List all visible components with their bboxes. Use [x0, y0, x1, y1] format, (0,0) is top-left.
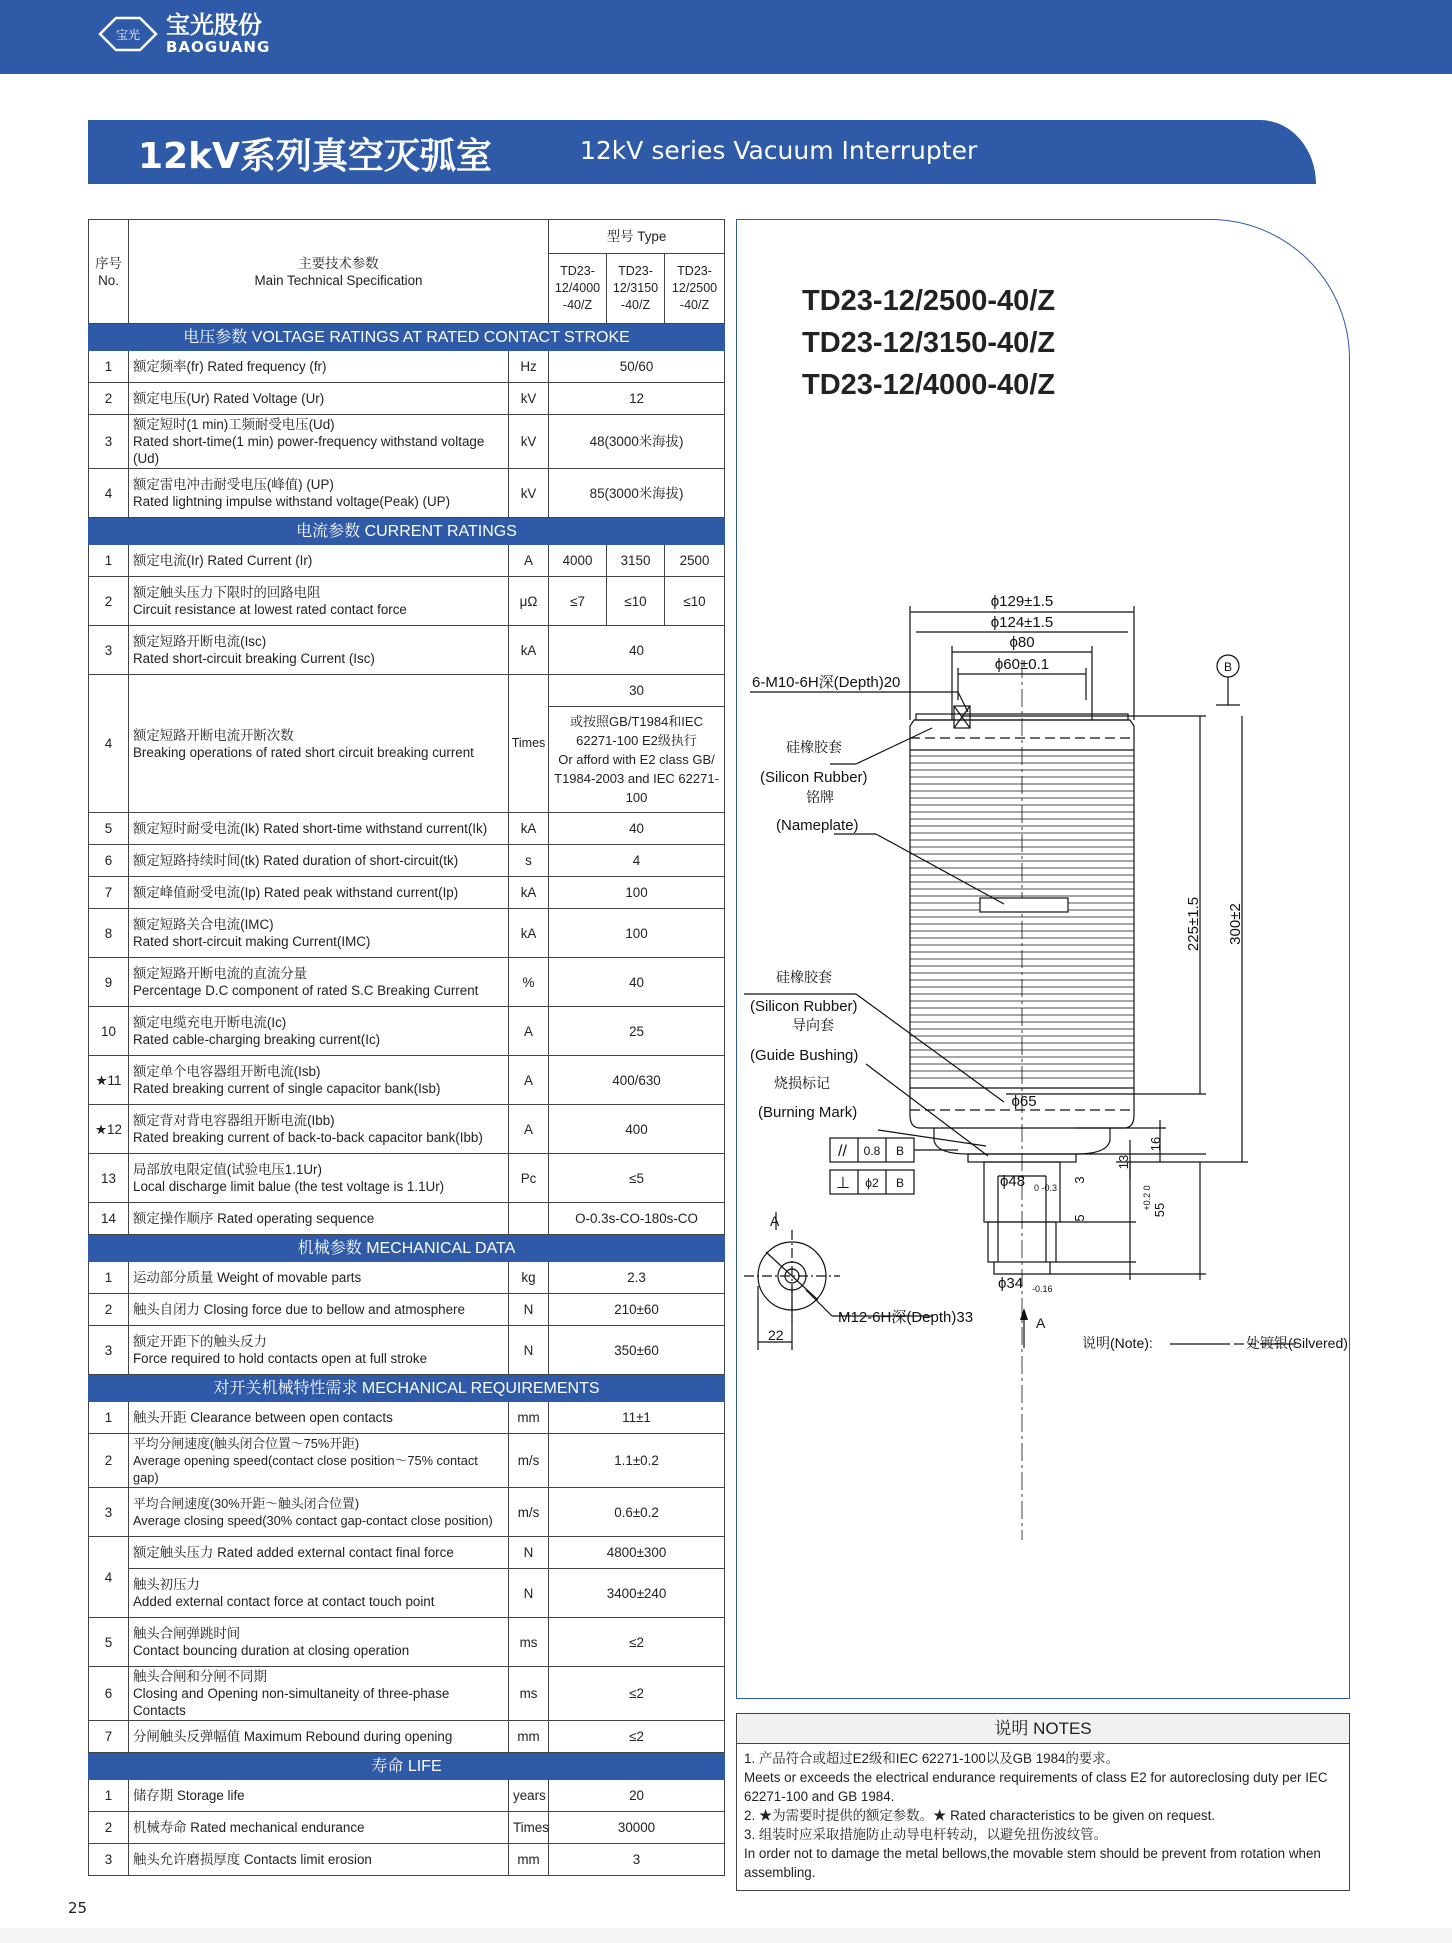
row-value: 4000 [549, 545, 607, 577]
thread-bottom-label: M12-6H深(Depth)33 [838, 1309, 974, 1326]
table-row [89, 1262, 725, 1294]
row-spec: 额定电缆充电开断电流(Ic) Rated cable-charging breaking current(Ic) [129, 1007, 509, 1056]
note-line: Meets or exceeds the electrical endurance requirements of class E2 for autoreclosing duty per IEC 62271-100 and GB 1984. [744, 1770, 1328, 1804]
row-unit: μΩ [509, 577, 549, 626]
dim-5: 5 [1072, 1214, 1087, 1222]
model-name: TD23-12/4000-40/Z [802, 369, 1056, 401]
row-unit [509, 1203, 549, 1235]
table-row [89, 675, 725, 707]
row-no: 3 [89, 1844, 129, 1876]
row-no: 7 [89, 1721, 129, 1753]
section-mechanical-data: 机械参数 MECHANICAL DATA [89, 1235, 725, 1262]
table-row [89, 1667, 725, 1721]
brand-name-cn: 宝光股份 [166, 11, 262, 39]
row-no: 2 [89, 1812, 129, 1844]
row-unit: mm [509, 1721, 549, 1753]
row-spec: 分闸触头反弹幅值 Maximum Rebound during opening [129, 1721, 509, 1753]
table-row [89, 1056, 725, 1105]
brand-mark-icon [98, 12, 158, 56]
guide-bushing-en: (Guide Bushing) [750, 1047, 859, 1064]
table-row [89, 383, 725, 415]
table-row [89, 1844, 725, 1876]
row-value: ≤7 [549, 577, 607, 626]
section-life: 寿命 LIFE [89, 1753, 725, 1780]
row-no: 1 [89, 1402, 129, 1434]
row-spec: 触头合闸和分闸不同期 Closing and Opening non-simultaneity of three-phase Contacts [129, 1667, 509, 1721]
row-value: 40 [549, 958, 725, 1007]
table-row [89, 577, 725, 626]
notes-box [736, 1713, 1350, 1891]
table-row [89, 545, 725, 577]
row-spec: 储存期 Storage life [129, 1780, 509, 1812]
col-header-model-3150: TD23- 12/3150 -40/Z [607, 254, 665, 324]
dim-d60: ϕ60±0.1 [994, 656, 1050, 673]
tolerance-value: 0.8 [863, 1144, 881, 1158]
technical-drawing [736, 580, 1350, 1690]
row-unit: ms [509, 1618, 549, 1667]
row-spec: 触头初压力 Added external contact force at contact touch point [129, 1569, 509, 1618]
note-line: 1. 产品符合或超过E2级和IEC 62271-100以及GB 1984的要求。 [744, 1751, 1120, 1766]
row-unit: kV [509, 469, 549, 518]
row-no: 8 [89, 909, 129, 958]
dim-3: 3 [1072, 1176, 1087, 1184]
row-spec: 触头允许磨损厚度 Contacts limit erosion [129, 1844, 509, 1876]
dim-d34-tolerance: -0.16 [1032, 1284, 1053, 1294]
parallelism-icon: // [838, 1143, 847, 1160]
dim-13: 13 [1116, 1154, 1131, 1170]
row-spec: 额定雷电冲击耐受电压(峰值) (UP) Rated lightning impulse withstand voltage(Peak) (UP) [129, 469, 509, 518]
row-no: 1 [89, 545, 129, 577]
row-value: O-0.3s-CO-180s-CO [549, 1203, 725, 1235]
row-unit: N [509, 1569, 549, 1618]
row-no: 14 [89, 1203, 129, 1235]
row-value: 20 [549, 1780, 725, 1812]
row-unit: N [509, 1294, 549, 1326]
table-row [89, 1434, 725, 1488]
row-value: 0.6±0.2 [549, 1488, 725, 1537]
row-no: 10 [89, 1007, 129, 1056]
note-label: 说明(Note): [1082, 1335, 1153, 1351]
row-value: 2.3 [549, 1262, 725, 1294]
row-no: 2 [89, 1434, 129, 1488]
row-unit: kV [509, 383, 549, 415]
row-no: 6 [89, 845, 129, 877]
row-spec: 额定短路开断电流开断次数 Breaking operations of rated short circuit breaking current [129, 675, 509, 813]
row-value: 85(3000米海拔) [549, 469, 725, 518]
row-value: 50/60 [549, 351, 725, 383]
row-spec: 额定频率(fr) Rated frequency (fr) [129, 351, 509, 383]
dim-300: 300±2 [1227, 903, 1244, 945]
dim-d34: ϕ34 [998, 1275, 1024, 1292]
row-value: ≤10 [607, 577, 665, 626]
arrow-up-icon [1020, 1308, 1028, 1320]
table-row [89, 1326, 725, 1375]
tolerance-datum: B [895, 1176, 905, 1190]
model-name: TD23-12/3150-40/Z [802, 327, 1056, 359]
row-unit: years [509, 1780, 549, 1812]
row-unit: m/s [509, 1434, 549, 1488]
dim-d48: ϕ48 [1000, 1173, 1026, 1190]
row-no: 2 [89, 577, 129, 626]
row-spec: 额定触头压力下限时的回路电阻 Circuit resistance at lowest rated contact force [129, 577, 509, 626]
row-unit: A [509, 1105, 549, 1154]
row-spec: 额定短路开断电流的直流分量 Percentage D.C component of rated S.C Breaking Current [129, 958, 509, 1007]
silicon-rubber2-cn: 硅橡胶套 [776, 969, 832, 985]
row-spec: 平均分闸速度(触头闭合位置～75%开距) Average opening speed(contact close position～75% contact gap) [129, 1434, 509, 1488]
row-no: 1 [89, 1780, 129, 1812]
burning-mark-cn: 烧损标记 [774, 1075, 830, 1091]
row-spec: 额定开距下的触头反力 Force required to hold contacts open at full stroke [129, 1326, 509, 1375]
silicon-rubber-en: (Silicon Rubber) [760, 769, 868, 786]
row-spec: 额定短路关合电流(IMC) Rated short-circuit making Current(IMC) [129, 909, 509, 958]
row-unit: kA [509, 877, 549, 909]
table-row [89, 1402, 725, 1434]
row-unit: mm [509, 1844, 549, 1876]
row-unit: A [509, 545, 549, 577]
row-value: 40 [549, 626, 725, 675]
burning-mark-en: (Burning Mark) [758, 1104, 858, 1121]
page-title-cn: 12kV系列真空灭弧室 [138, 136, 492, 177]
row-value: ≤2 [549, 1667, 725, 1721]
row-unit: mm [509, 1402, 549, 1434]
page-number: 25 [68, 1899, 88, 1917]
row-spec: 额定短路开断电流(Isc) Rated short-circuit breaking Current (Isc) [129, 626, 509, 675]
section-voltage: 电压参数 VOLTAGE RATINGS AT RATED CONTACT STROKE [89, 324, 725, 351]
note-line: 3. 组装时应采取措施防止动导电杆转动，以避免扭伤波纹管。 [744, 1827, 1108, 1842]
section-mechanical-requirements: 对开关机械特性需求 MECHANICAL REQUIREMENTS [89, 1375, 725, 1402]
row-value: 4800±300 [549, 1537, 725, 1569]
table-row [89, 877, 725, 909]
row-no: 5 [89, 813, 129, 845]
row-no: 2 [89, 1294, 129, 1326]
table-row [89, 351, 725, 383]
row-unit: m/s [509, 1488, 549, 1537]
row-value: 210±60 [549, 1294, 725, 1326]
datum-b-label: B [1223, 660, 1233, 674]
row-no: 4 [89, 469, 129, 518]
row-no: 4 [89, 1537, 129, 1618]
row-spec: 额定电压(Ur) Rated Voltage (Ur) [129, 383, 509, 415]
row-value: ≤2 [549, 1721, 725, 1753]
notes-header: 说明 NOTES [737, 1714, 1349, 1744]
row-spec: 局部放电限定值(试验电压1.1Ur) Local discharge limit balue (the test voltage is 1.1Ur) [129, 1154, 509, 1203]
row-value: 11±1 [549, 1402, 725, 1434]
table-row [89, 909, 725, 958]
row-value: 30 [549, 675, 725, 707]
silicon-rubber2-en: (Silicon Rubber) [750, 998, 858, 1015]
row-no: 4 [89, 675, 129, 813]
dim-d80: ϕ80 [1009, 634, 1035, 651]
table-row [89, 1721, 725, 1753]
row-no: ★11 [89, 1056, 129, 1105]
row-no: 1 [89, 1262, 129, 1294]
view-a-label: A [770, 1213, 780, 1229]
row-value: 48(3000米海拔) [549, 415, 725, 469]
view-a-arrow-label: A [1036, 1315, 1046, 1331]
row-unit: A [509, 1007, 549, 1056]
body-ribs [910, 756, 1134, 1078]
table-row [89, 626, 725, 675]
row-value: ≤5 [549, 1154, 725, 1203]
col-header-model-2500: TD23- 12/2500 -40/Z [665, 254, 725, 324]
row-value: 3 [549, 1844, 725, 1876]
row-value: 3400±240 [549, 1569, 725, 1618]
brand-name-en: BAOGUANG [166, 38, 271, 56]
title-bar [88, 120, 1316, 184]
nameplate-cn: 铭牌 [806, 789, 834, 805]
row-no: 3 [89, 1326, 129, 1375]
row-unit: N [509, 1326, 549, 1375]
row-spec: 机械寿命 Rated mechanical endurance [129, 1812, 509, 1844]
spec-table [88, 219, 725, 1876]
row-spec: 额定短时耐受电流(Ik) Rated short-time withstand current(Ik) [129, 813, 509, 845]
row-spec: 额定短路持续时间(tk) Rated duration of short-circuit(tk) [129, 845, 509, 877]
table-row [89, 1812, 725, 1844]
page-title-en: 12kV series Vacuum Interrupter [580, 136, 978, 165]
dim-d65: ϕ65 [1011, 1093, 1037, 1110]
table-row [89, 415, 725, 469]
dim-55-tolerance: +0.2 0 [1142, 1185, 1152, 1211]
row-unit: kA [509, 909, 549, 958]
tolerance-value: ϕ2 [865, 1176, 879, 1190]
section-current: 电流参数 CURRENT RATINGS [89, 518, 725, 545]
row-spec: 触头合闸弹跳时间 Contact bouncing duration at closing operation [129, 1618, 509, 1667]
row-value-note: 或按照GB/T1984和IEC 62271-100 E2级执行 Or afford with E2 class GB/ T1984-2003 and IEC 62271-100 [549, 707, 725, 813]
table-row [89, 813, 725, 845]
dim-16: 16 [1148, 1136, 1163, 1152]
row-no: 5 [89, 1618, 129, 1667]
nameplate-en: (Nameplate) [776, 817, 859, 834]
row-no: 3 [89, 1488, 129, 1537]
dim-225: 225±1.5 [1185, 896, 1202, 952]
row-unit: ms [509, 1667, 549, 1721]
row-spec: 额定短时(1 min)工频耐受电压(Ud) Rated short-time(1 min) power-frequency withstand voltage (Ud) [129, 415, 509, 469]
row-value: 25 [549, 1007, 725, 1056]
row-value: 40 [549, 813, 725, 845]
row-unit: A [509, 1056, 549, 1105]
row-no: 13 [89, 1154, 129, 1203]
row-no: ★12 [89, 1105, 129, 1154]
row-value: 30000 [549, 1812, 725, 1844]
col-header-spec: 主要技术参数 Main Technical Specification [129, 220, 549, 324]
row-value: 3150 [607, 545, 665, 577]
table-row [89, 1569, 725, 1618]
row-value: 400/630 [549, 1056, 725, 1105]
col-header-type: 型号 Type [549, 220, 725, 254]
row-unit: % [509, 958, 549, 1007]
dim-55: 55 [1152, 1202, 1167, 1218]
dim-d48-tolerance: 0 -0.3 [1034, 1183, 1058, 1193]
row-no: 6 [89, 1667, 129, 1721]
table-row [89, 1618, 725, 1667]
model-list [802, 280, 1055, 406]
row-unit: Times [509, 1812, 549, 1844]
model-name: TD23-12/2500-40/Z [802, 285, 1056, 317]
note-silvered: 处镀银(Silvered) [1246, 1335, 1348, 1351]
table-row [89, 1105, 725, 1154]
row-spec: 运动部分质量 Weight of movable parts [129, 1262, 509, 1294]
table-row [89, 1203, 725, 1235]
col-header-no: 序号 No. [89, 220, 129, 324]
row-spec: 触头自闭力 Closing force due to bellow and atmosphere [129, 1294, 509, 1326]
dim-d129: ϕ129±1.5 [990, 593, 1054, 610]
row-value: ≤2 [549, 1618, 725, 1667]
table-row [89, 1294, 725, 1326]
row-spec: 触头开距 Clearance between open contacts [129, 1402, 509, 1434]
row-unit: Pc [509, 1154, 549, 1203]
table-row [89, 845, 725, 877]
table-row [89, 1780, 725, 1812]
row-spec: 额定峰值耐受电流(Ip) Rated peak withstand current(Ip) [129, 877, 509, 909]
row-value: 4 [549, 845, 725, 877]
row-value: 350±60 [549, 1326, 725, 1375]
col-header-model-4000: TD23- 12/4000 -40/Z [549, 254, 607, 324]
row-unit: Times [509, 675, 549, 813]
perpendicularity-icon: ⊥ [836, 1175, 850, 1192]
row-no: 1 [89, 351, 129, 383]
row-spec: 额定触头压力 Rated added external contact final force [129, 1537, 509, 1569]
note-line: In order not to damage the metal bellows,the movable stem should be prevent from rotation when assembling. [744, 1846, 1321, 1880]
table-row [89, 1007, 725, 1056]
table-row [89, 1154, 725, 1203]
row-value: 100 [549, 909, 725, 958]
table-row [89, 469, 725, 518]
dim-d124: ϕ124±1.5 [990, 614, 1054, 631]
row-unit: kA [509, 813, 549, 845]
row-spec: 额定背对背电容器组开断电流(Ibb) Rated breaking current of back-to-back capacitor bank(Ibb) [129, 1105, 509, 1154]
note-line: 2. ★为需要时提供的额定参数。★ Rated characteristics to be given on request. [744, 1808, 1216, 1823]
table-row [89, 1537, 725, 1569]
row-value: 2500 [665, 545, 725, 577]
row-value: 1.1±0.2 [549, 1434, 725, 1488]
guide-bushing-cn: 导向套 [792, 1017, 834, 1033]
row-value: 100 [549, 877, 725, 909]
silicon-rubber-cn: 硅橡胶套 [786, 739, 842, 755]
row-value: 400 [549, 1105, 725, 1154]
table-row [89, 1488, 725, 1537]
row-unit: N [509, 1537, 549, 1569]
table-row [89, 958, 725, 1007]
row-value: ≤10 [665, 577, 725, 626]
row-no: 3 [89, 415, 129, 469]
row-unit: kV [509, 415, 549, 469]
row-value: 12 [549, 383, 725, 415]
row-unit: kA [509, 626, 549, 675]
row-spec: 额定电流(Ir) Rated Current (Ir) [129, 545, 509, 577]
row-no: 2 [89, 383, 129, 415]
row-spec: 额定单个电容器组开断电流(Isb) Rated breaking current of single capacitor bank(Isb) [129, 1056, 509, 1105]
dim-22: 22 [768, 1327, 784, 1343]
row-no: 9 [89, 958, 129, 1007]
row-spec: 平均合闸速度(30%开距～触头闭合位置) Average closing speed(30% contact gap-contact close position) [129, 1488, 509, 1537]
thread-top-label: 6-M10-6H深(Depth)20 [752, 674, 901, 691]
row-unit: Hz [509, 351, 549, 383]
footer-strip [0, 1928, 1452, 1943]
row-unit: s [509, 845, 549, 877]
header-bar [0, 0, 1452, 74]
tolerance-datum: B [895, 1144, 905, 1158]
brand-logo [98, 12, 270, 56]
svg-text:宝光: 宝光 [115, 28, 141, 42]
row-no: 3 [89, 626, 129, 675]
row-unit: kg [509, 1262, 549, 1294]
row-no: 7 [89, 877, 129, 909]
row-spec: 额定操作顺序 Rated operating sequence [129, 1203, 509, 1235]
